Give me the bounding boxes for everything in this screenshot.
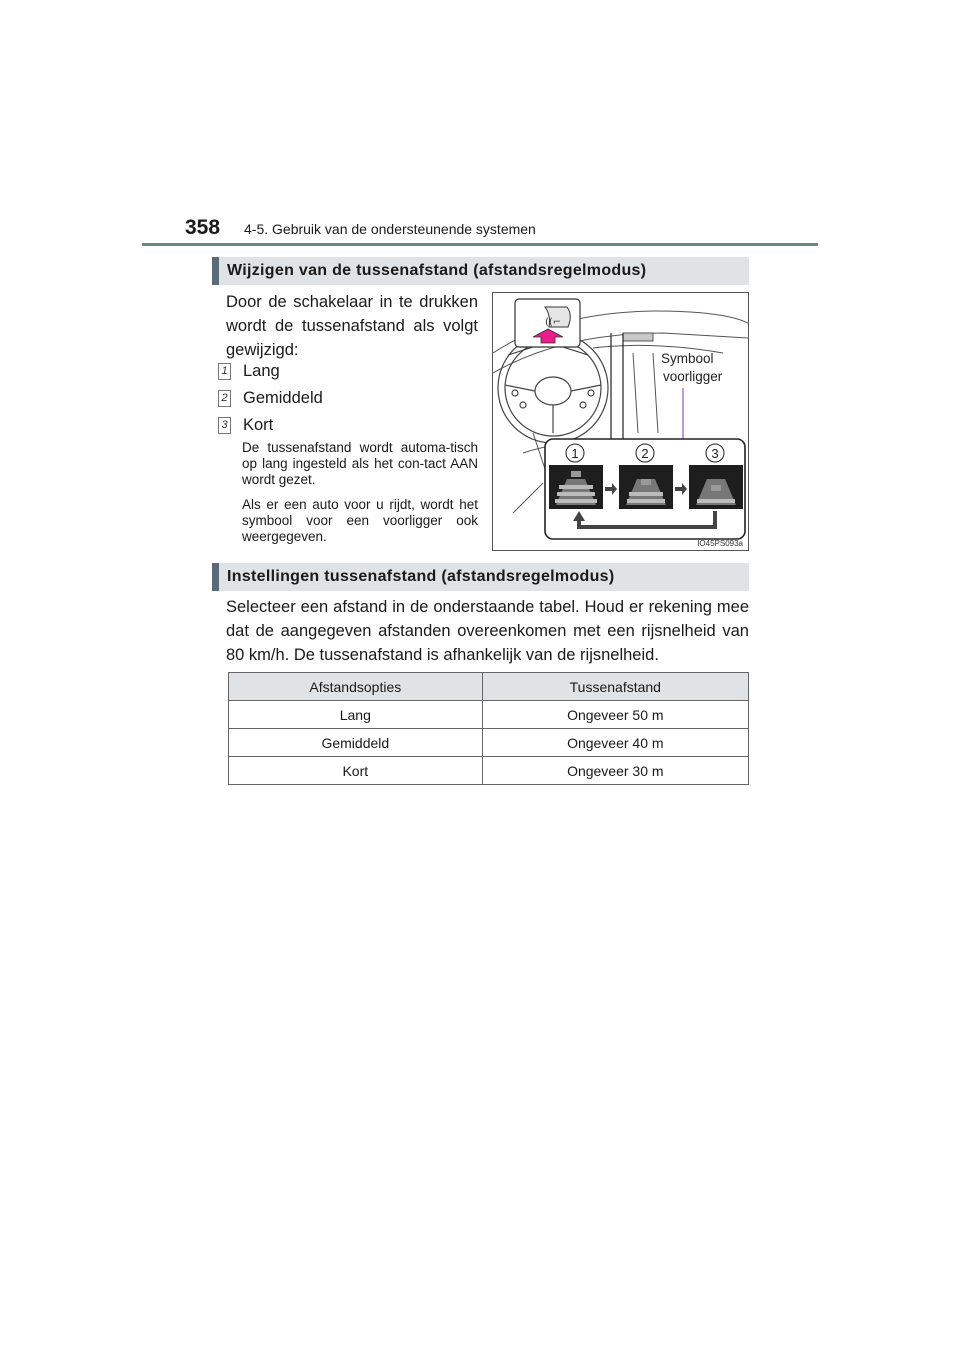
distance-switch-figure — [492, 292, 749, 551]
display-screen-short — [689, 465, 743, 509]
table-cell: Ongeveer 30 m — [482, 757, 748, 785]
table-row — [229, 757, 749, 785]
table-cell: Kort — [229, 757, 483, 785]
steering-wheel-drawing — [498, 333, 608, 443]
section-heading-1: Wijzigen van de tussenafstand (afstandsregelmodus) — [212, 257, 749, 285]
step-label: Lang — [243, 362, 280, 380]
step-item — [218, 412, 323, 439]
intro-paragraph: Door de schakelaar in te drukken wordt de tussenafstand als volgt gewijzigd: — [226, 293, 478, 359]
panel-number-3 — [706, 444, 724, 462]
step-number: 1 — [218, 363, 231, 380]
panel-number-2 — [636, 444, 654, 462]
callout-label-line1: Symbool — [661, 351, 714, 366]
table-cell: Ongeveer 50 m — [482, 701, 748, 729]
table-row — [229, 729, 749, 757]
table-cell: Lang — [229, 701, 483, 729]
table-header-cell: Afstandsopties — [229, 673, 483, 701]
table-row — [229, 701, 749, 729]
display-screen-medium — [619, 465, 673, 509]
section-heading-2: Instellingen tussenafstand (afstandsregelmodus) — [212, 563, 749, 591]
note-paragraph: Als er een auto voor u rijdt, wordt het symbool voor een voorligger ook weergegeven. — [242, 497, 478, 544]
panel-number-2-label: 2 — [641, 446, 649, 461]
step-number: 2 — [218, 390, 231, 407]
panel-number-1-label: 1 — [571, 446, 579, 461]
panel-number-3-label: 3 — [711, 446, 719, 461]
distance-table — [228, 672, 749, 785]
figure-illustration — [493, 293, 748, 550]
table-cell: Ongeveer 40 m — [482, 729, 748, 757]
callout-label-line2: voorligger — [663, 369, 723, 384]
step-number: 3 — [218, 417, 231, 434]
step-label: Kort — [243, 416, 274, 434]
table-cell: Gemiddeld — [229, 729, 483, 757]
body-paragraph: Selecteer een afstand in de onderstaande tabel. Houd er rekening mee dat de aangegeven afstanden overeenkomen met een rijsnelheid van 80 km/h. De tussenafstand is afhankelijk van de rijsnelheid. — [226, 598, 749, 664]
page-number: 358 — [185, 216, 221, 239]
step-item — [218, 358, 323, 385]
figure-code: IO45PS093a — [697, 539, 743, 548]
note-paragraph: De tussenafstand wordt automa-tisch op lang ingesteld als het con-tact AAN wordt gezet. — [242, 440, 478, 487]
switch-callout — [508, 299, 588, 355]
table-header-cell: Tussenafstand — [482, 673, 748, 701]
step-list — [218, 358, 323, 439]
display-screen-long — [549, 465, 603, 509]
step-label: Gemiddeld — [243, 389, 323, 407]
step-item — [218, 385, 323, 412]
table-header-row — [229, 673, 749, 701]
panel-number-1 — [566, 444, 584, 462]
svg-text:((⌐: ((⌐ — [545, 317, 562, 328]
section-path: 4-5. Gebruik van de ondersteunende systemen — [244, 221, 536, 237]
header-rule — [142, 243, 818, 246]
